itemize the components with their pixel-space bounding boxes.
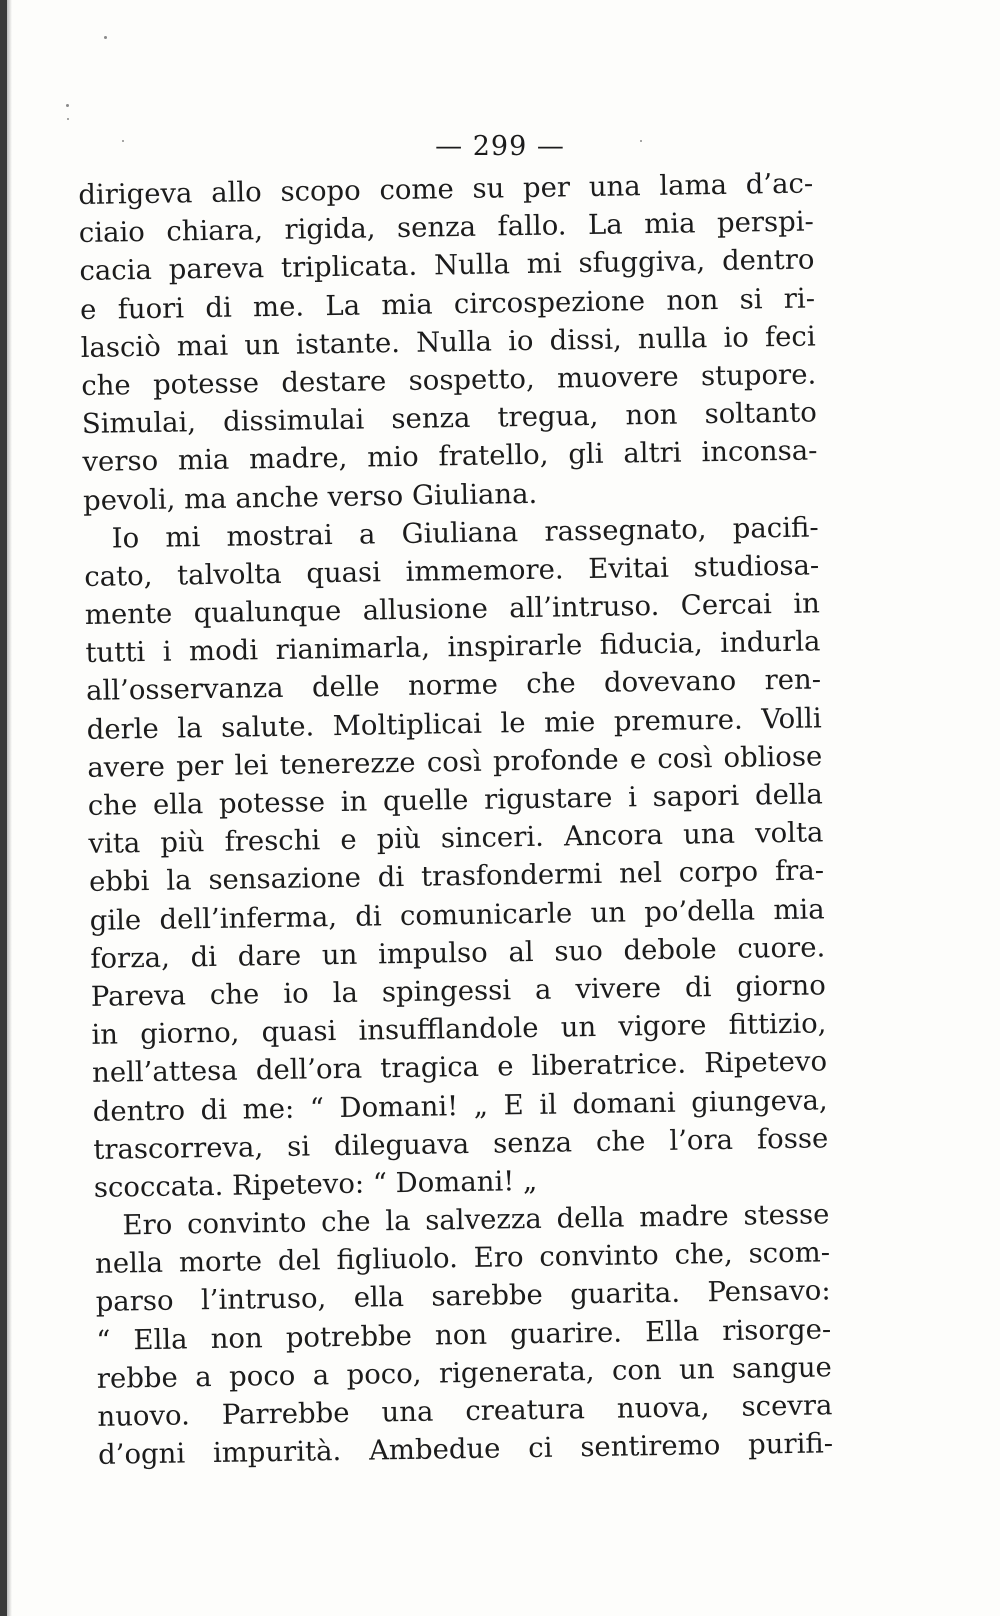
text-line: verso mia madre, mio fratello, gli altri inconsa- (82, 434, 818, 479)
text-line: nuovo. Parrebbe una creatura nuova, scevra (97, 1389, 833, 1433)
text-line: gile dell’inferma, di comunicarle un po’della mia (89, 892, 825, 937)
text-line: Pareva che io la spingessi a vivere di giorno (90, 969, 827, 1013)
text-line: tutti i modi rianimarla, inspirarle fiducia, indurla (85, 625, 821, 670)
text-line: in giorno, quasi insufflandole un vigore fittizio, (91, 1007, 827, 1052)
text-line: mente qualunque allusione all’intruso. Cercai in (84, 587, 821, 632)
text-line: nell’attesa dell’ora tragica e liberatrice. Ripetevo (91, 1045, 828, 1090)
print-speck (104, 36, 107, 39)
text-line: Simulai, dissimulai senza tregua, non soltanto (81, 396, 818, 441)
text-line: d’ogni impurità. Ambedue ci sentiremo purifi- (97, 1427, 834, 1472)
text-line: avere per lei tenerezze così profonde e così obliose (87, 740, 823, 784)
print-speck (66, 104, 69, 107)
text-line: all’osservanza delle norme che dovevano ren- (85, 663, 822, 708)
text-line: vita più freschi e più sinceri. Ancora una volta (88, 816, 824, 861)
text-line: derle la salute. Moltiplicai le mie premure. Volli (86, 702, 822, 746)
text-line: pevoli, ma anche verso Giuliana. (82, 477, 538, 517)
text-line: e fuori di me. La mia circospezione non si ri- (79, 282, 816, 326)
text-line: forza, di dare un impulso al suo debole cuore. (90, 931, 826, 975)
text-line: ciaio chiara, rigida, senza fallo. La mia perspi- (78, 205, 815, 250)
print-speck (67, 118, 69, 120)
text-line: cato, talvolta quasi immemore. Evitai studiosa- (84, 549, 820, 593)
text-line: trascorreva, si dileguava senza che l’ora fosse (93, 1122, 829, 1166)
page-number: — 299 — (435, 131, 565, 162)
body-text (78, 164, 833, 1474)
text-line: che potesse destare sospetto, muovere stupore. (81, 358, 817, 402)
text-line: rebbe a poco a poco, rigenerata, con un sangue (96, 1351, 833, 1395)
text-line: lasciò mai un istante. Nulla io dissi, nulla io feci (80, 320, 816, 364)
text-line: parso l’intruso, ella sarebbe guarita. Pensavo: (95, 1274, 831, 1319)
text-line: ebbi la sensazione di trasfondermi nel corpo fra- (88, 854, 825, 899)
text-line: “ Ella non potrebbe non guarire. Ella risorge- (96, 1312, 832, 1357)
text-line: dentro di me: “ Domani! „ E il domani giungeva, (92, 1083, 828, 1128)
text-line: cacia pareva triplicata. Nulla mi sfuggiva, dentro (79, 243, 815, 288)
text-line: Ero convinto che la salvezza della madre stesse (122, 1198, 830, 1242)
text-line: scoccata. Ripetevo: “ Domani! „ (93, 1164, 538, 1204)
text-line: dirigeva allo scopo come su per una lama d’ac- (78, 167, 814, 211)
page-binding-edge (0, 0, 7, 1616)
text-line: Io mi mostrai a Giuliana rassegnato, pacifi- (111, 511, 819, 555)
text-line: nella morte del figliuolo. Ero convinto che, scom- (94, 1236, 831, 1281)
page-binding-shadow (7, 0, 12, 1616)
text-line: che ella potesse in quelle rigustare i sapori della (87, 778, 824, 822)
